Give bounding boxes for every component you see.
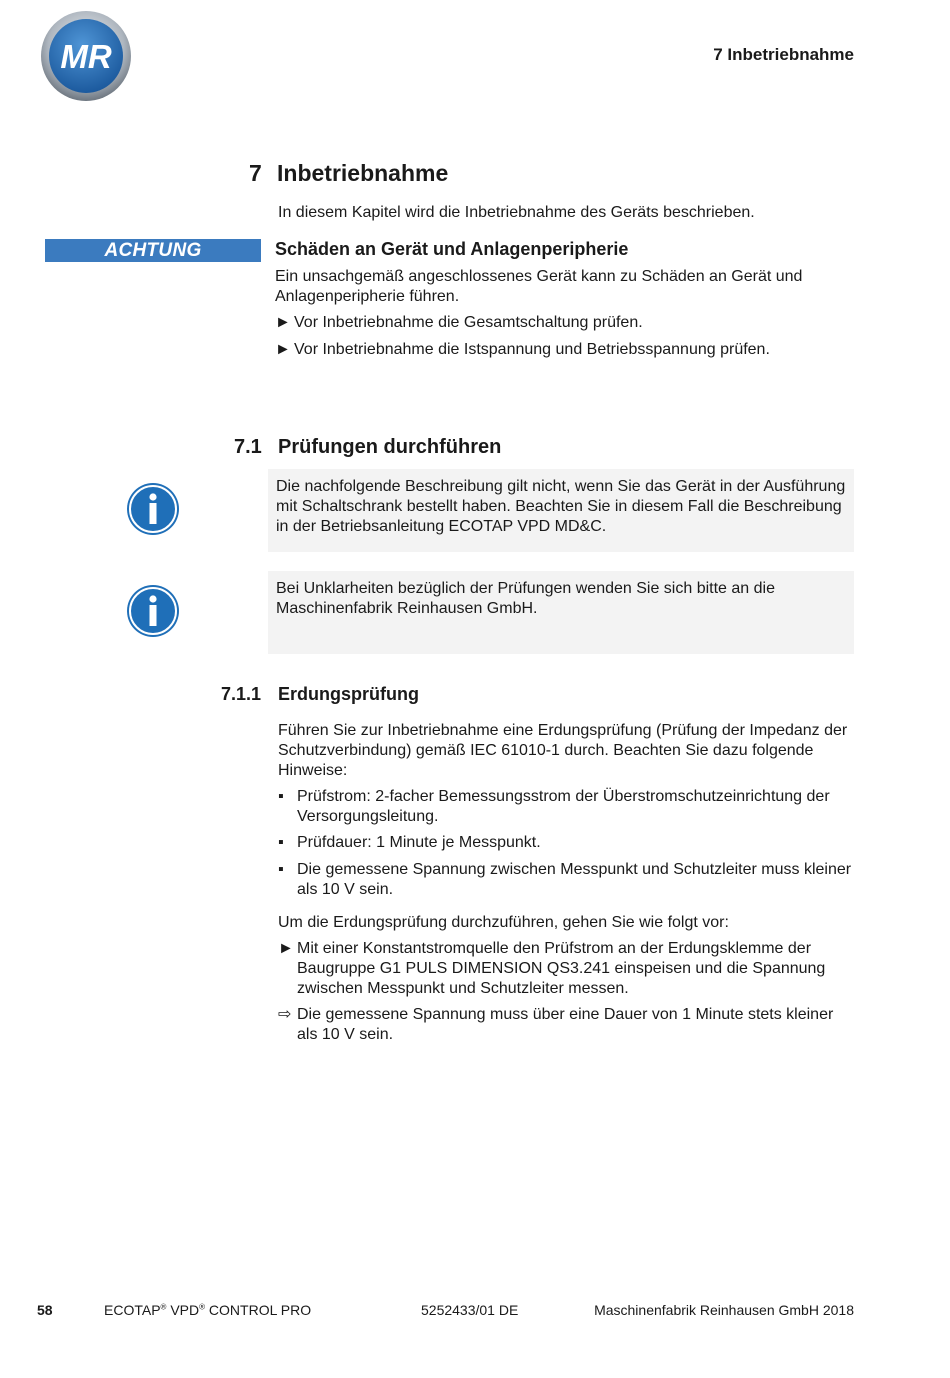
info-icon [126, 482, 180, 536]
bullet-square-icon: ▪ [278, 834, 284, 851]
bullet-square-icon: ▪ [278, 861, 284, 878]
list-item [278, 833, 858, 853]
bullet-square-icon: ▪ [278, 788, 284, 805]
warning-body: Ein unsachgemäß angeschlossenes Gerät kann zu Schäden an Gerät und Anlagenperipherie führen. [275, 268, 803, 305]
procedure-result [278, 1005, 858, 1045]
warning-label: ACHTUNG [45, 239, 261, 262]
step-arrow-icon: ► [275, 314, 291, 331]
subsection-intro: Führen Sie zur Inbetriebnahme eine Erdungsprüfung (Prüfung der Impedanz der Schutzverbindung) gemäß IEC 61010-1 durch. Beachten Sie dazu folgende Hinweise: [278, 722, 848, 779]
subsection-number: 7.1.1 [221, 684, 262, 704]
procedure-step-text: Mit einer Konstantstromquelle den Prüfstrom an der Erdungsklemme der Baugruppe G1 PULS DIMENSION QS3.241 einspeisen und die Spannung zwischen Messpunkt und Schutzleiter messen. [297, 940, 826, 997]
step-text: Vor Inbetriebnahme die Istspannung und Betriebsspannung prüfen. [294, 341, 770, 358]
warning-title: Schäden an Gerät und Anlagenperipherie [275, 239, 629, 259]
running-header: 7 Inbetriebnahme [713, 45, 854, 64]
step-text: Vor Inbetriebnahme die Gesamtschaltung prüfen. [294, 314, 643, 331]
list-item [278, 787, 858, 827]
mr-logo [40, 10, 132, 102]
product-name: ECOTAP® VPD® CONTROL PRO [104, 1302, 312, 1318]
chapter-title: Inbetriebnahme [277, 160, 449, 186]
info-box-text: Bei Unklarheiten bezüglich der Prüfungen wenden Sie sich bitte an die Maschinenfabrik Reinhausen GmbH. [276, 580, 775, 617]
info-box [268, 571, 854, 654]
warning-step [275, 313, 855, 333]
result-arrow-icon: ⇨ [278, 1006, 292, 1023]
procedure-result-text: Die gemessene Spannung muss über eine Dauer von 1 Minute stets kleiner als 10 V sein. [297, 1006, 834, 1043]
procedure-intro: Um die Erdungsprüfung durchzuführen, gehen Sie wie folgt vor: [278, 914, 729, 931]
section-number: 7.1 [234, 436, 262, 458]
registered-mark: ® [199, 1302, 206, 1312]
step-arrow-icon: ► [275, 341, 291, 358]
list-item-text: Prüfstrom: 2-facher Bemessungsstrom der Überstromschutzeinrichtung der Versorgungsleitung. [297, 788, 830, 825]
warning-step [275, 340, 855, 360]
section-title: Prüfungen durchführen [278, 436, 502, 458]
info-box [268, 469, 854, 552]
subsection-title: Erdungsprüfung [278, 684, 419, 704]
list-item-text: Prüfdauer: 1 Minute je Messpunkt. [297, 834, 541, 851]
list-item-text: Die gemessene Spannung zwischen Messpunkt und Schutzleiter muss kleiner als 10 V sein. [297, 861, 852, 898]
procedure-step [278, 939, 858, 999]
page-number: 58 [37, 1302, 53, 1318]
step-arrow-icon: ► [278, 940, 294, 957]
publisher: Maschinenfabrik Reinhausen GmbH 2018 [594, 1302, 854, 1318]
chapter-number: 7 [249, 160, 262, 186]
registered-mark: ® [160, 1302, 167, 1312]
list-item [278, 860, 858, 900]
logo-text: MR [60, 38, 112, 75]
chapter-intro: In diesem Kapitel wird die Inbetriebnahme des Geräts beschrieben. [278, 204, 755, 221]
info-box-text: Die nachfolgende Beschreibung gilt nicht, wenn Sie das Gerät in der Ausführung mit Schaltschrank bestellt haben. Beachten Sie in diesem Fall die Beschreibung in der Betriebsanleitung ECOTAP VPD MD&C. [276, 478, 846, 535]
info-icon [126, 584, 180, 638]
document-id: 5252433/01 DE [421, 1302, 519, 1318]
